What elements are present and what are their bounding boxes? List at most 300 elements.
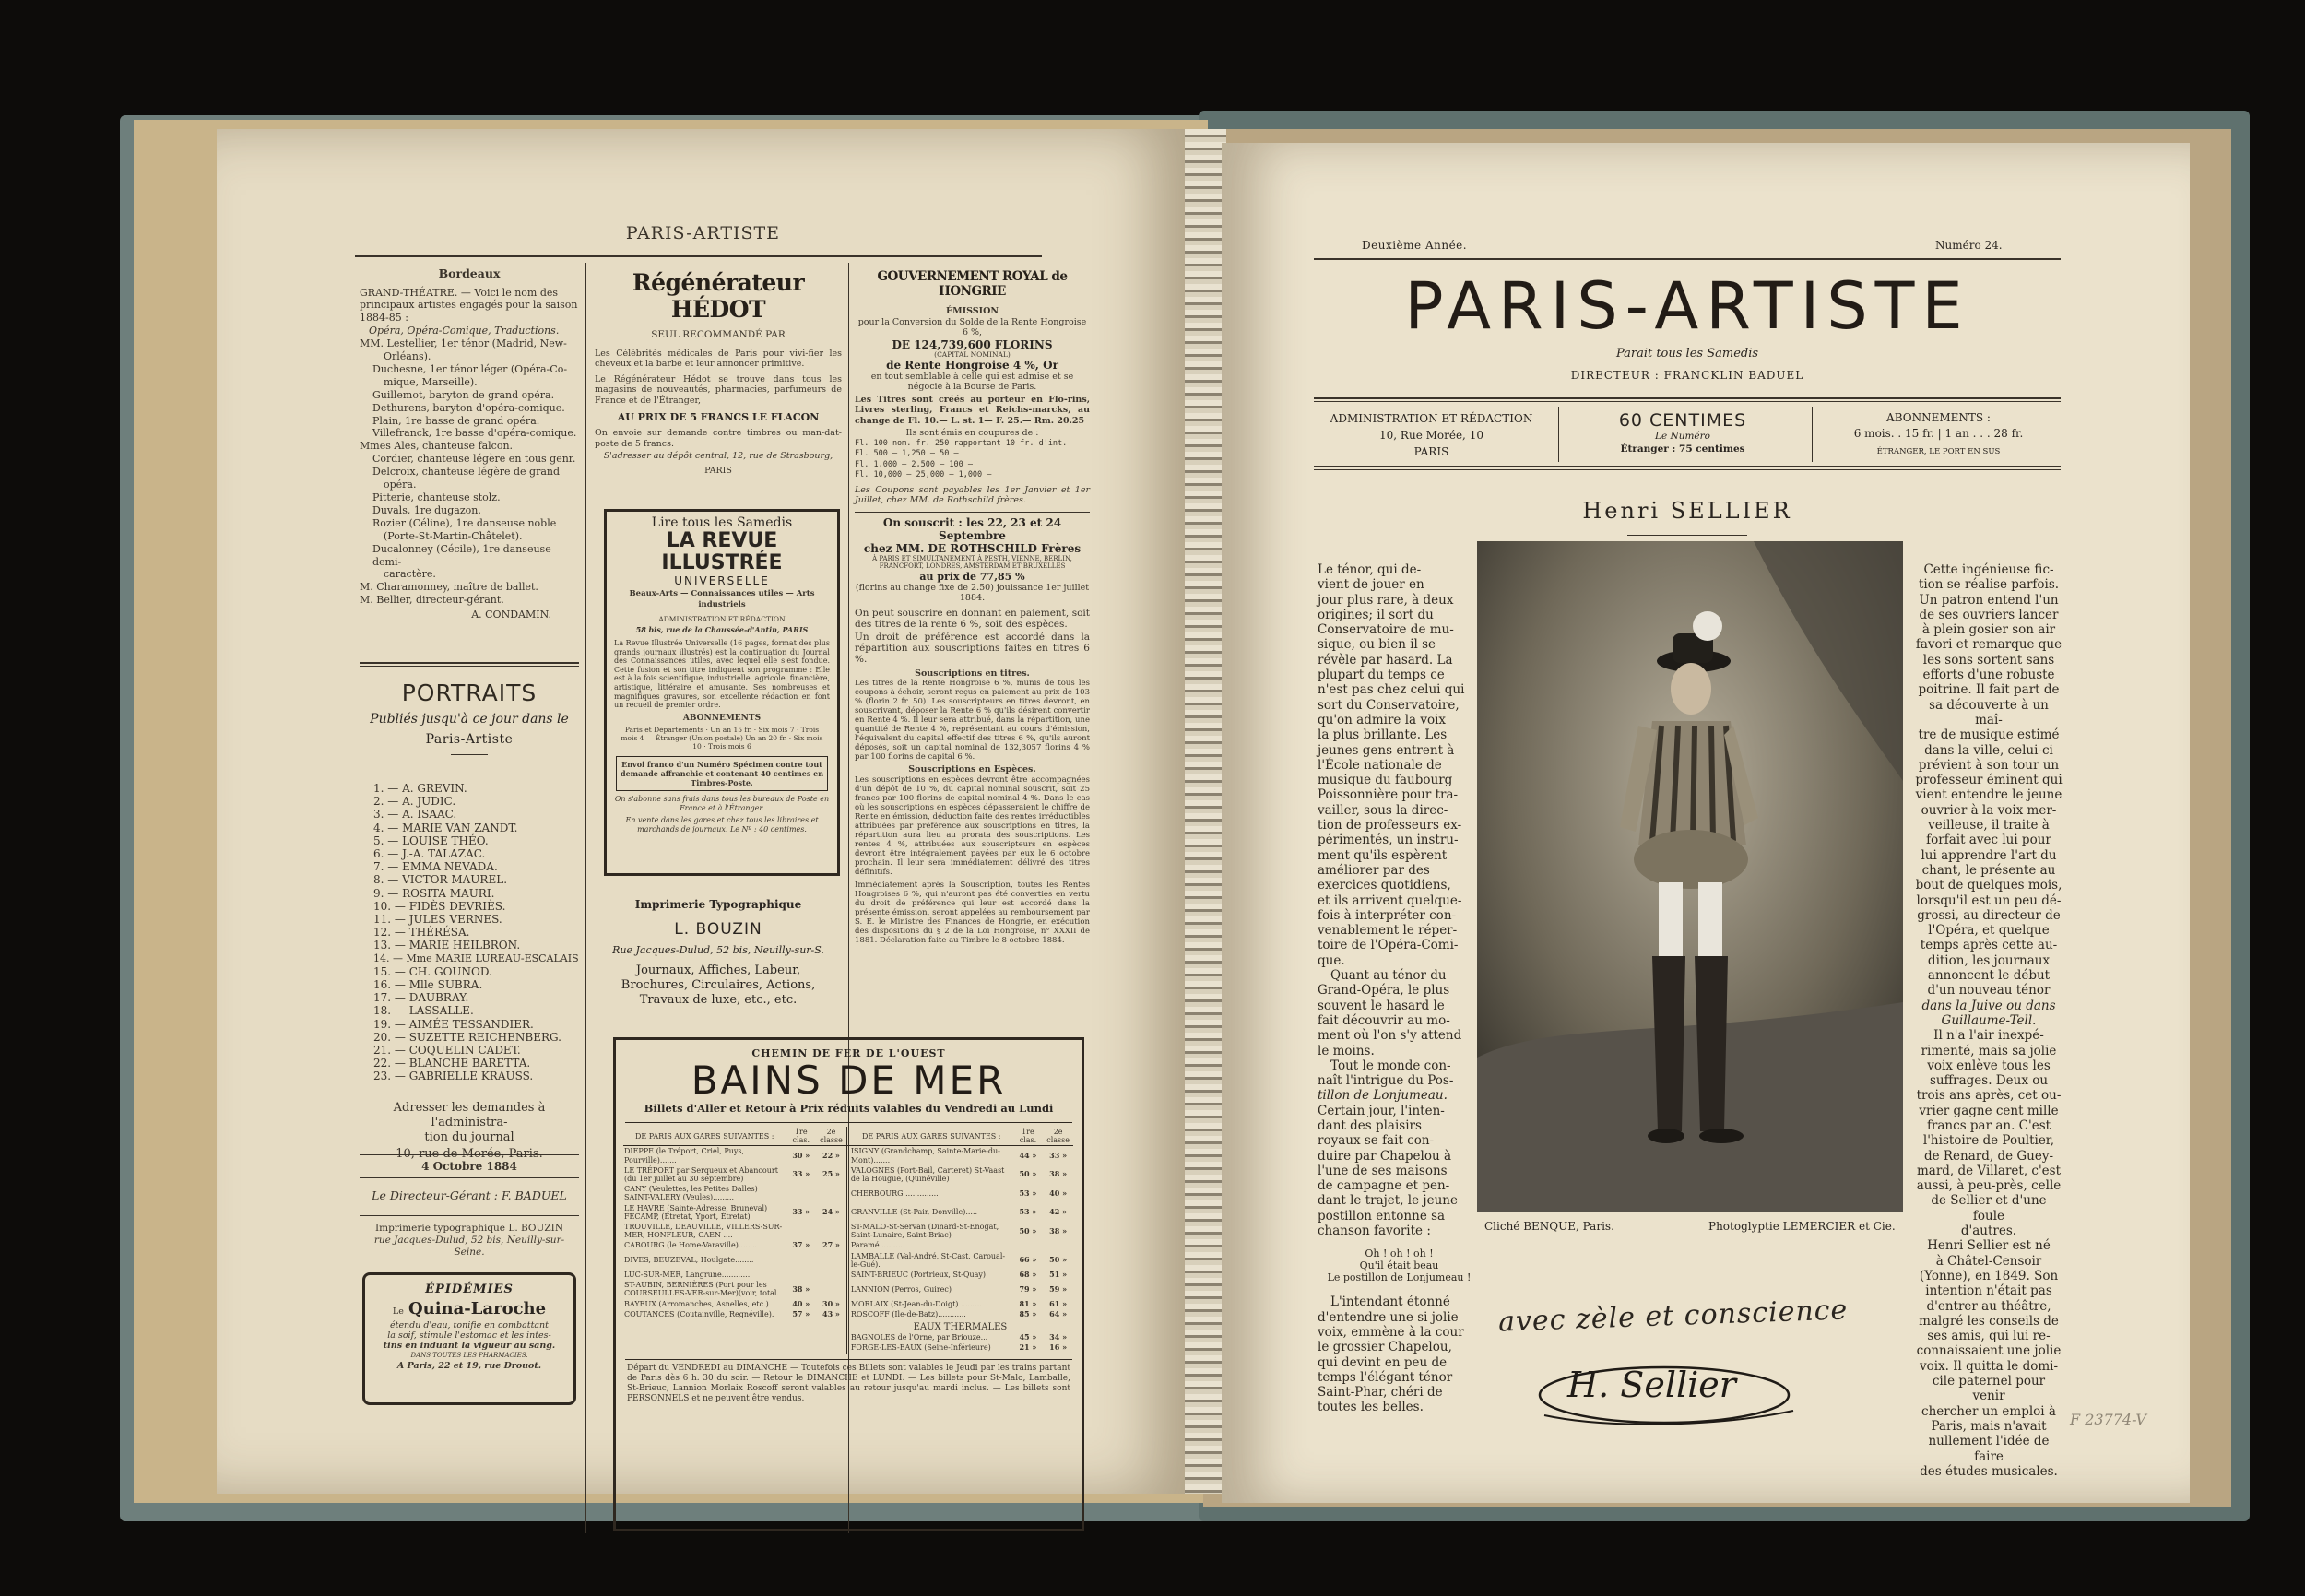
bordeaux-line: Plain, 1re basse de grand opéra.	[372, 414, 540, 427]
list-item: 14. — Mme MARIE LUREAU-ESCALAIS	[373, 952, 579, 964]
hedot-p2: Le Régénérateur Hédot se trouve dans tous les magasins de nouveautés, pharmacies, parfumeurs de France et de l'Étranger,	[595, 373, 842, 406]
article-line: professeur éminent qui	[1915, 773, 2063, 788]
list-item: 16. — Mlle SUBRA.	[373, 978, 483, 992]
admin-address: 10, Rue Morée, 10	[1379, 429, 1483, 442]
article-line: tre de musique estimé	[1918, 727, 2060, 743]
article-line: des études musicales.	[1920, 1463, 2058, 1479]
hongrie-title: GOUVERNEMENT ROYAL de HONGRIE	[877, 269, 1068, 299]
table-header: DE PARIS AUX GARES SUIVANTES :	[846, 1127, 1012, 1146]
article-line: le grossier Chapelou,	[1318, 1340, 1452, 1355]
bordeaux-line: 1884-85 :	[360, 312, 408, 325]
bordeaux-line: Duvals, 1re dugazon.	[372, 503, 481, 516]
address-note-line: tion du journal	[424, 1130, 514, 1144]
coupure-row: Fl. 1,000 — 2,500 — 100 —	[855, 459, 973, 469]
article-line: périmentés, un instru-	[1318, 833, 1459, 848]
article-line: bout de quelques mois,	[1915, 878, 2063, 893]
ad-line: la soif, stimule l'estomac et les intes-	[387, 1330, 551, 1341]
bordeaux-line: Orléans).	[384, 350, 431, 363]
article-line: voix, emmène à la cour	[1318, 1324, 1464, 1340]
price-first: 33 »	[792, 1207, 810, 1217]
ad-line: étendu d'eau, tonifie en combattant	[390, 1320, 549, 1330]
price-first: 50 »	[1019, 1225, 1037, 1235]
table-row	[623, 1251, 1073, 1270]
bordeaux-line: caractère.	[384, 568, 436, 581]
hongrie-l3: (CAPITAL NOMINAL)	[934, 349, 1011, 359]
hedot-price: AU PRIX DE 5 FRANCS LE FLACON	[617, 411, 820, 423]
station-name: DIEPPE (le Tréport, Criel, Puys, Pourville).......	[624, 1147, 745, 1164]
table-header: 1re clas.	[1013, 1127, 1044, 1146]
coupure-row: Fl. 500 — 1,250 — 50 —	[855, 449, 959, 458]
list-item: 3. — A. ISAAC.	[373, 808, 457, 822]
article-line: qui devint en peu de	[1318, 1354, 1448, 1370]
price-second: 40 »	[1049, 1188, 1068, 1198]
directeur-gerant: Le Directeur-Gérant : F. BADUEL	[372, 1188, 567, 1202]
article-line: dans la ville, celui-ci	[1924, 742, 2053, 758]
article-line: vient de jouer en	[1318, 577, 1424, 593]
printer-line: Imprimerie typographique L. BOUZIN	[374, 1223, 564, 1234]
article-line: de Sellier et d'une foule	[1931, 1193, 2047, 1224]
article-line: origines; il sort du	[1318, 607, 1434, 622]
article-line: favori et remarque que	[1915, 637, 2063, 653]
station-name: BAYEUX (Arromanches, Asnelles, etc.)	[624, 1299, 769, 1308]
article-line: veilleuse, il traite à	[1928, 818, 2050, 833]
article-line: ouvrier à la voix mer-	[1921, 802, 2057, 818]
station-name: COUTANCES (Coutainville, Regnéville).	[624, 1309, 774, 1318]
bains-de-mer-ad	[613, 1037, 1084, 1531]
hongrie-l2: DE 124,739,600 FLORINS	[892, 337, 1053, 351]
price-second	[816, 1280, 846, 1298]
article-line: d'entrer au théâtre,	[1926, 1298, 2051, 1314]
station-name: SAINT-BRIEUC (Portrieux, St-Quay)	[850, 1271, 986, 1280]
price-first: 38 »	[792, 1283, 810, 1294]
price-second: 51 »	[1049, 1270, 1068, 1280]
price-second	[816, 1270, 846, 1280]
article-line: chercher un emploi à	[1921, 1403, 2056, 1419]
year-label: Deuxième Année.	[1362, 239, 1468, 252]
article-line: connaissaient une jolie	[1916, 1343, 2062, 1359]
article-line: sique, ou bien il se	[1318, 637, 1436, 653]
revue-illustree-ad	[604, 509, 840, 876]
running-head: PARIS-ARTISTE	[625, 223, 781, 243]
hongrie-l4: de Rente Hongroise 4 %, Or	[886, 358, 1058, 372]
table-header: 1re clas.	[786, 1127, 816, 1146]
article-line: dant des plaisirs	[1318, 1117, 1422, 1133]
bordeaux-line: Delcroix, chanteuse légère de grand	[372, 466, 561, 479]
price-first	[786, 1270, 816, 1280]
price-second: 16 »	[1049, 1342, 1068, 1353]
article-line: que.	[1318, 952, 1345, 968]
song-line: Oh ! oh ! oh !	[1365, 1247, 1434, 1260]
article-line: prévient à son tour un	[1918, 757, 2060, 773]
revue-title: LA REVUE ILLUSTRÉE	[661, 529, 783, 574]
price-first: 53 »	[1019, 1188, 1037, 1198]
price-first	[1013, 1240, 1044, 1250]
list-item: 4. — MARIE VAN ZANDT.	[373, 821, 518, 834]
article-line: poitrine. Il fait part de	[1918, 682, 2060, 698]
bordeaux-line: Guillemot, baryton de grand opéra.	[372, 388, 555, 401]
article-line: toutes les belles.	[1318, 1400, 1424, 1415]
hedot-ad	[595, 269, 842, 476]
article-line: rimenté, mais sa jolie	[1921, 1043, 2057, 1058]
price-second	[816, 1184, 846, 1202]
list-item: 22. — BLANCHE BARETTA.	[373, 1057, 531, 1070]
song-line: Le postillon de Lonjumeau !	[1327, 1271, 1472, 1284]
article-line: ment qu'ils espèrent	[1318, 847, 1448, 863]
abo-foreign: ÉTRANGER, LE PORT EN SUS	[1876, 447, 2001, 456]
price-second: 38 »	[1049, 1225, 1068, 1235]
article-line: ses amis, qui lui re-	[1927, 1329, 2051, 1344]
imprimerie-name: L. BOUZIN	[674, 920, 762, 939]
left-page	[217, 129, 1189, 1494]
list-item: 11. — JULES VERNES.	[373, 913, 502, 927]
article-line: tillon de Lonjumeau.	[1318, 1088, 1448, 1104]
hedot-title: Régénérateur HÉDOT	[632, 269, 805, 323]
article-line: chant, le présente au	[1921, 862, 2056, 878]
bordeaux-line: Duchesne, 1er ténor léger (Opéra-Co-	[372, 362, 568, 375]
price-first: 79 »	[1019, 1283, 1037, 1294]
price-second: 61 »	[1049, 1298, 1068, 1308]
article-line: suffrages. Deux ou	[1929, 1073, 2049, 1089]
hongrie-l5: en tout semblable à celle qui est admise et se négocie à la Bourse de Paris.	[870, 371, 1074, 392]
bordeaux-line: Cordier, chanteuse légère en tous genr.	[372, 453, 576, 466]
admin-city: PARIS	[1413, 445, 1449, 458]
article-line: vailler, sous la direc-	[1318, 802, 1448, 818]
bordeaux-line: Mmes Ales, chanteuse falcon.	[360, 440, 514, 453]
article-line: Henri Sellier est né	[1927, 1238, 2051, 1254]
price-first	[786, 1184, 816, 1202]
price-first: 40 »	[792, 1298, 810, 1308]
portraits-title: PORTRAITS	[401, 680, 538, 706]
article-line: Paris, mais n'avait	[1931, 1418, 2047, 1434]
price-second: 59 »	[1049, 1283, 1068, 1294]
ad-line: tins en induant la vigueur au sang.	[383, 1341, 556, 1351]
bains-kicker: CHEMIN DE FER DE L'OUEST	[751, 1047, 946, 1059]
article-line: les sons sortent sans	[1922, 652, 2055, 668]
list-item: 23. — GABRIELLE KRAUSS.	[373, 1070, 534, 1083]
article-line: d'entendre une si jolie	[1318, 1309, 1459, 1325]
article-line: Un patron entend l'un	[1919, 592, 2059, 608]
signature-flourish	[1535, 1360, 1803, 1434]
hedot-city: PARIS	[704, 465, 732, 476]
article-column-right	[1915, 562, 2063, 1479]
price-block	[1563, 410, 1803, 455]
price-first: 53 »	[1019, 1207, 1037, 1217]
bordeaux-section	[360, 267, 579, 621]
thermales-heading: EAUX THERMALES	[913, 1322, 1008, 1333]
revue-addr: 58 bis, rue de la Chaussée-d'Antin, PARIS	[635, 624, 809, 634]
article-line: lorsqu'il est un peu dé-	[1916, 893, 2062, 908]
article-line: Poissonnière pour tra-	[1318, 787, 1459, 803]
article-line: vrier gagne cent mille	[1919, 1103, 2059, 1118]
revue-body: La Revue Illustrée Universelle (16 pages, format des plus grands journaux illustrés) est la continuation du Journal des Connaissances utiles, avec lequel elle s'est fondue. Cette fusion et son titre indiquent son programme : Elle est à la fois scientifique, industrielle, agricole, financière, artistique, littéraire et amusante. Ses nombreuses et magnifiques gravures, son excellente rédaction en font un recueil de premier ordre.	[614, 639, 830, 710]
station-name: LE HAVRE (Sainte-Adresse, Bruneval) FÉCAMP, (Étretat, Yport, Étretat)	[624, 1203, 768, 1221]
quina-laroche-ad	[362, 1272, 576, 1405]
list-item: 21. — COQUELIN CADET.	[373, 1044, 521, 1058]
price-first	[786, 1251, 816, 1270]
bordeaux-line: Villefranck, 1re basse d'opéra-comique.	[372, 427, 577, 440]
hongrie-sub2: chez MM. DE ROTHSCHILD Frères	[863, 541, 1082, 555]
list-item: 19. — AIMÉE TESSANDIER.	[373, 1017, 534, 1031]
article-line: l'École nationale de	[1318, 757, 1442, 773]
admin-label: ADMINISTRATION ET RÉDACTION	[1330, 412, 1533, 425]
book-spine	[1185, 129, 1226, 1494]
article-line: ment où l'on s'y attend	[1318, 1028, 1462, 1044]
price-second: 50 »	[1049, 1255, 1068, 1265]
article-line: (Yonne), en 1849. Son	[1919, 1268, 2059, 1283]
article-line: Le ténor, qui de-	[1318, 562, 1422, 577]
revue-abonnements: ABONNEMENTS	[682, 713, 762, 723]
list-item: 9. — ROSITA MAURI.	[373, 886, 495, 900]
article-line: d'un nouveau ténor	[1927, 983, 2051, 999]
price-second: 22 »	[816, 1146, 846, 1165]
bains-sub: Billets d'Aller et Retour à Prix réduits valables du Vendredi au Lundi	[644, 1102, 1054, 1115]
station-name: CABOURG (le Home-Varaville)........	[624, 1241, 758, 1250]
bordeaux-line: (Porte-St-Martin-Châtelet).	[384, 529, 523, 542]
price-second: 42 »	[1049, 1207, 1068, 1217]
bordeaux-line: M. Charamonney, maître de ballet.	[360, 581, 538, 594]
article-line: d'autres.	[1960, 1224, 2017, 1239]
article-line: Quant au ténor du	[1330, 968, 1447, 984]
hongrie-sub4: au prix de 77,85 %	[919, 570, 1025, 583]
hongrie-p1: On peut souscrire en donnant en paiement, soit des titres de la rente 6 %, soit des espèces.	[855, 607, 1090, 630]
price-second: 27 »	[816, 1240, 846, 1250]
hongrie-h2: Souscriptions en Espèces.	[908, 764, 1036, 774]
article-line: de ses ouvriers lancer	[1919, 607, 2059, 622]
article-line: royaux se fait con-	[1318, 1133, 1435, 1149]
imprimerie-ad	[595, 898, 842, 1008]
price-second: 38 »	[1049, 1169, 1068, 1179]
article-line: annoncent le début	[1927, 968, 2051, 984]
article-line: toire de l'Opéra-Comi-	[1318, 938, 1459, 953]
ad-title: ÉPIDÉMIES	[425, 1283, 514, 1296]
station-name: CANY (Veulettes, les Petites Dalles) SAINT-VALERY (Veules).........	[624, 1185, 758, 1202]
hongrie-l8: Les Coupons sont payables les 1er Janvier et 1er Juillet, chez MM. de Rothschild frères.	[855, 484, 1090, 505]
list-item: 13. — MARIE HEILBRON.	[373, 939, 521, 952]
coupure-row: Fl. 100 nom. fr. 250 rapportant 10 fr. d'int.	[855, 438, 1068, 448]
bordeaux-line: Pitterie, chanteuse stolz.	[372, 491, 501, 503]
bordeaux-signature: A. CONDAMIN.	[471, 609, 551, 621]
issue-date: 4 Octobre 1884	[421, 1160, 517, 1173]
handwritten-dedication: avec zèle et conscience	[1497, 1294, 1849, 1339]
photo-credit-photoglyptie: Photoglyptie LEMERCIER et Cie.	[1708, 1220, 1896, 1233]
article-line: francs par an. C'est	[1926, 1117, 2051, 1133]
hongrie-l6: Les Titres sont créés au porteur en Flo-rins, Livres sterling, Francs et Reichs-marcks, au change de Fl. 10.— L. st. 1— F. 25.— Rm. 20.25	[855, 394, 1090, 426]
ad-line: DANS TOUTES LES PHARMACIES.	[410, 1352, 528, 1359]
imprimerie-line: Journaux, Affiches, Labeur,	[635, 964, 801, 977]
article-line: Guillaume-Tell.	[1941, 1012, 2037, 1028]
article-line: aussi, à peu-près, celle	[1916, 1178, 2062, 1194]
article-line: de campagne et pen-	[1318, 1178, 1450, 1194]
table-row	[623, 1332, 1073, 1342]
price-second	[816, 1251, 846, 1270]
article-line: dition, les journaux	[1927, 952, 2051, 968]
article-line: de Renard, de Guey-	[1923, 1148, 2054, 1164]
article-line: chanson favorite :	[1318, 1224, 1431, 1239]
revue-note2: On s'abonne sans frais dans tous les bureaux de Poste en France et à l'Étranger.	[614, 795, 830, 813]
list-item: 17. — DAUBRAY.	[373, 991, 469, 1005]
article-line: vient entendre le jeune	[1915, 787, 2063, 803]
portraits-list	[373, 782, 585, 1083]
article-line: mard, de Villaret, c'est	[1916, 1163, 2062, 1178]
revue-note1: Envoi franco d'un Numéro Spécimen contre tout demande affranchie et contenant 40 centimes en Timbres-Poste.	[620, 760, 824, 788]
hongrie-p5: Immédiatement après la Souscription, toutes les Rentes Hongroises 6 %, qui n'auront pas été converties en vertu du droit de préférence qui leur est accordé dans la présente émission, seront appelées au remboursement par S. E. le Ministre des Finances de Hongrie, en exécution des dispositions du § 2 de la Loi Hongroise, n° XXXII de 1881. Déclaration faite au Timbre le 8 octobre 1884.	[855, 880, 1090, 945]
photo-credit-cliche: Cliché BENQUE, Paris.	[1484, 1220, 1614, 1233]
bordeaux-title: Bordeaux	[438, 266, 501, 280]
table-row	[623, 1222, 1073, 1240]
table-header: 2e classe	[816, 1127, 846, 1146]
article-line: lui apprendre l'art du	[1921, 847, 2057, 863]
station-name: Paramé .........	[850, 1241, 903, 1250]
price-first: 85 »	[1019, 1308, 1037, 1318]
coupure-row: Fl. 10,000 — 25,000 — 1,000 —	[855, 470, 992, 479]
article-line: l'Opéra, et quelque	[1928, 923, 2050, 939]
price-label: 60 CENTIMES	[1618, 410, 1747, 431]
station-name: TROUVILLE, DEAUVILLE, VILLERS-SUR-MER, HONFLEUR, CAEN ....	[624, 1223, 783, 1240]
article-line: n'est pas chez celui qui	[1318, 682, 1465, 698]
revue-kicker: Lire tous les Samedis	[651, 515, 793, 530]
song-line: Qu'il était beau	[1359, 1259, 1439, 1272]
hedot-p1: Les Célébrités médicales de Paris pour vivi-fier les cheveux et la barbe et leur annoncer primitive.	[595, 348, 842, 369]
list-item: 6. — J.-A. TALAZAC.	[373, 847, 486, 861]
masthead-directeur: DIRECTEUR : FRANCKLIN BADUEL	[1570, 369, 1804, 382]
right-page	[1222, 143, 2190, 1503]
station-name: ROSCOFF (Ile-de-Batz)............	[850, 1309, 966, 1318]
abo-label: ABONNEMENTS :	[1886, 411, 1991, 424]
article-line: plupart du temps ce	[1318, 668, 1445, 683]
hongrie-sub1: On souscrit : les 22, 23 et 24 Septembre	[882, 515, 1062, 542]
price-first: 45 »	[1019, 1332, 1037, 1342]
imprimerie-title: Imprimerie Typographique	[634, 898, 802, 911]
tenor-figure-illustration	[1477, 541, 1903, 1212]
station-name: LANNION (Perros, Guirec)	[850, 1284, 952, 1294]
article-line: la plus brillante. Les	[1318, 727, 1448, 743]
portraits-section	[360, 680, 579, 755]
table-row	[623, 1203, 1073, 1222]
article-line: venablement le réper-	[1318, 923, 1458, 939]
article-line: cile paternel pour venir	[1932, 1374, 2046, 1404]
imprimerie-line: Brochures, Circulaires, Actions,	[621, 978, 816, 992]
price-first: 81 »	[1019, 1298, 1037, 1308]
table-header: DE PARIS AUX GARES SUIVANTES :	[623, 1127, 786, 1146]
article-line: temps après cette au-	[1920, 938, 2058, 953]
article-line: à plein gosier son air	[1921, 622, 2056, 638]
list-item: 12. — THÉRÉSA.	[373, 926, 470, 940]
article-line: Tout le monde con-	[1330, 1058, 1451, 1073]
article-line: jeunes gens entrent à	[1318, 742, 1455, 758]
station-name: ISIGNY (Grandchamp, Sainte-Marie-du-Mont).......	[850, 1147, 1000, 1164]
hongrie-h1: Souscriptions en titres.	[915, 668, 1030, 679]
song-verse	[1318, 1247, 1481, 1283]
price-first: 50 »	[1019, 1169, 1037, 1179]
article-line: jour plus rare, à deux	[1318, 592, 1454, 608]
article-line: l'une de ses maisons	[1318, 1163, 1448, 1178]
article-line: duire par Chapelou à	[1318, 1148, 1452, 1164]
article-line: Saint-Phar, chéri de	[1318, 1385, 1443, 1401]
station-name: ST-AUBIN, BERNIÈRES (Port pour les COURSEULLES-VER-sur-Mer)(voir, total.	[624, 1281, 780, 1298]
masthead: PARIS-ARTISTE	[1404, 268, 1970, 344]
price-first: 68 »	[1019, 1270, 1037, 1280]
article-line: voix enlève tous les	[1927, 1058, 2051, 1073]
table-row	[623, 1309, 1073, 1319]
article-line: musique du faubourg	[1318, 773, 1453, 788]
price-second: 43 »	[816, 1309, 846, 1319]
price-first: 21 »	[1019, 1342, 1037, 1353]
price-second: 64 »	[1049, 1308, 1068, 1318]
price-second	[816, 1222, 846, 1240]
price-first: 33 »	[792, 1169, 810, 1179]
masthead-parait: Parait tous les Samedis	[1615, 347, 1759, 361]
article-line: intention n'était pas	[1925, 1283, 2052, 1299]
list-item: 7. — EMMA NEVADA.	[373, 860, 498, 874]
price-second: 25 »	[816, 1165, 846, 1184]
bordeaux-line: opéra.	[384, 479, 417, 491]
table-row	[623, 1165, 1073, 1184]
article-line: révèle par hasard. La	[1318, 652, 1453, 668]
list-item: 10. — FIDÈS DEVRIÈS.	[373, 899, 506, 913]
bordeaux-line: M. Bellier, directeur-gérant.	[360, 594, 504, 607]
article-line: naît l'intrigue du Pos-	[1318, 1073, 1454, 1089]
article-line: malgré les conseils de	[1919, 1313, 2059, 1329]
price-first: 30 »	[792, 1151, 810, 1160]
article-line: exercices quotidiens,	[1318, 878, 1451, 893]
price-second: 24 »	[816, 1203, 846, 1222]
hongrie-sub5: (florins au change fixe de 2.50) jouissance 1er juillet 1884.	[855, 582, 1090, 603]
price-sub: Le Numéro	[1655, 431, 1710, 442]
list-item: 8. — VICTOR MAUREL.	[373, 873, 508, 887]
article-line: Certain jour, l'inten-	[1318, 1103, 1445, 1118]
ad-line: A Paris, 22 et 19, rue Drouot.	[396, 1361, 542, 1371]
portrait-photograph	[1477, 541, 1903, 1212]
ad-brand-prefix: Le	[392, 1306, 404, 1317]
hongrie-p4: Les souscriptions en espèces devront être accompagnées d'un dépôt de 10 %, du capital nominal souscrit, soit 25 francs par 100 florins de capital nominal 4 %. Dans le cas où les souscriptions en espèces dépasseraient le chiffre de Rente en émission, déduction faite des rentes irréductibles attribuées par préférence aux souscriptions en titres, la répartition aura lieu au prorata des souscriptions. Les rentes 4 %, attribuées aux souscripteurs en espèces devront être intégralement payées par eux le 6 octobre prochain. Il leur sera immédiatement délivré des titres définitifs.	[855, 774, 1091, 877]
article-line: qu'on admire la voix	[1318, 712, 1447, 727]
station-name: BAGNOLES de l'Orne, par Briouze...	[850, 1333, 988, 1342]
bordeaux-line: Opéra, Opéra-Comique, Traductions.	[369, 325, 560, 337]
abo-rates: 6 mois. . 15 fr. | 1 an . . . 28 fr.	[1853, 427, 2024, 440]
bordeaux-line: Dethurens, baryton d'opéra-comique.	[372, 401, 565, 414]
hedot-p4: S'adresser au dépôt central, 12, rue de Strasbourg,	[603, 451, 833, 461]
article-line: forfait avec lui pour	[1926, 833, 2051, 848]
handwritten-signature: H. Sellier	[1567, 1365, 1736, 1405]
hongrie-sub3: À PARIS ET SIMULTANÉMENT À PESTH, VIENNE, BERLIN, FRANCFORT, LONDRES, AMSTERDAM ET BRUXELLES	[872, 554, 1072, 570]
hedot-p3: On envoie sur demande contre timbres ou man-dat-poste de 5 francs.	[595, 428, 842, 449]
station-name: ST-MALO-St-Servan (Dinard-St-Enogat, Saint-Lunaire, Saint-Briac)	[850, 1223, 999, 1240]
address-line: 10, rue de Morée, Paris.	[396, 1147, 543, 1161]
price-second: 33 »	[1049, 1151, 1068, 1160]
station-name: LE TRÉPORT par Serqueux et Abancourt (du 1er juillet au 30 septembre)	[624, 1165, 778, 1184]
article-line: trois ans après, cet ou-	[1916, 1088, 2062, 1104]
portraits-journal: Paris-Artiste	[425, 732, 514, 747]
article-line: fait découvrir au mo-	[1318, 1012, 1450, 1028]
station-name: LUC-SUR-MER, Langrune............	[624, 1271, 751, 1280]
article-line: fois à interpréter con-	[1318, 907, 1457, 923]
issue-number: Numéro 24.	[1935, 239, 2003, 252]
price-foreign: Étranger : 75 centimes	[1620, 443, 1745, 455]
price-second	[1043, 1240, 1073, 1250]
article-line: souvent le hasard le	[1318, 998, 1445, 1013]
station-name: GRANVILLE (St-Pair, Donville).....	[850, 1208, 978, 1217]
price-first: 44 »	[1019, 1151, 1037, 1160]
bordeaux-line: MM. Lestellier, 1er ténor (Madrid, New-	[360, 337, 567, 350]
article-line: Grand-Opéra, le plus	[1318, 983, 1450, 999]
station-name: LAMBALLE (Val-André, St-Cast, Caroual-le-Gué).	[850, 1251, 1006, 1269]
list-item: 1. — A. GREVIN.	[373, 782, 467, 795]
article-column-left	[1318, 562, 1481, 1415]
price-first: 66 »	[1019, 1255, 1037, 1265]
article-line: Cette ingénieuse fic-	[1923, 562, 2054, 577]
article-line: améliorer par des	[1318, 862, 1430, 878]
article-line: sa découverte à un maî-	[1929, 697, 2049, 727]
